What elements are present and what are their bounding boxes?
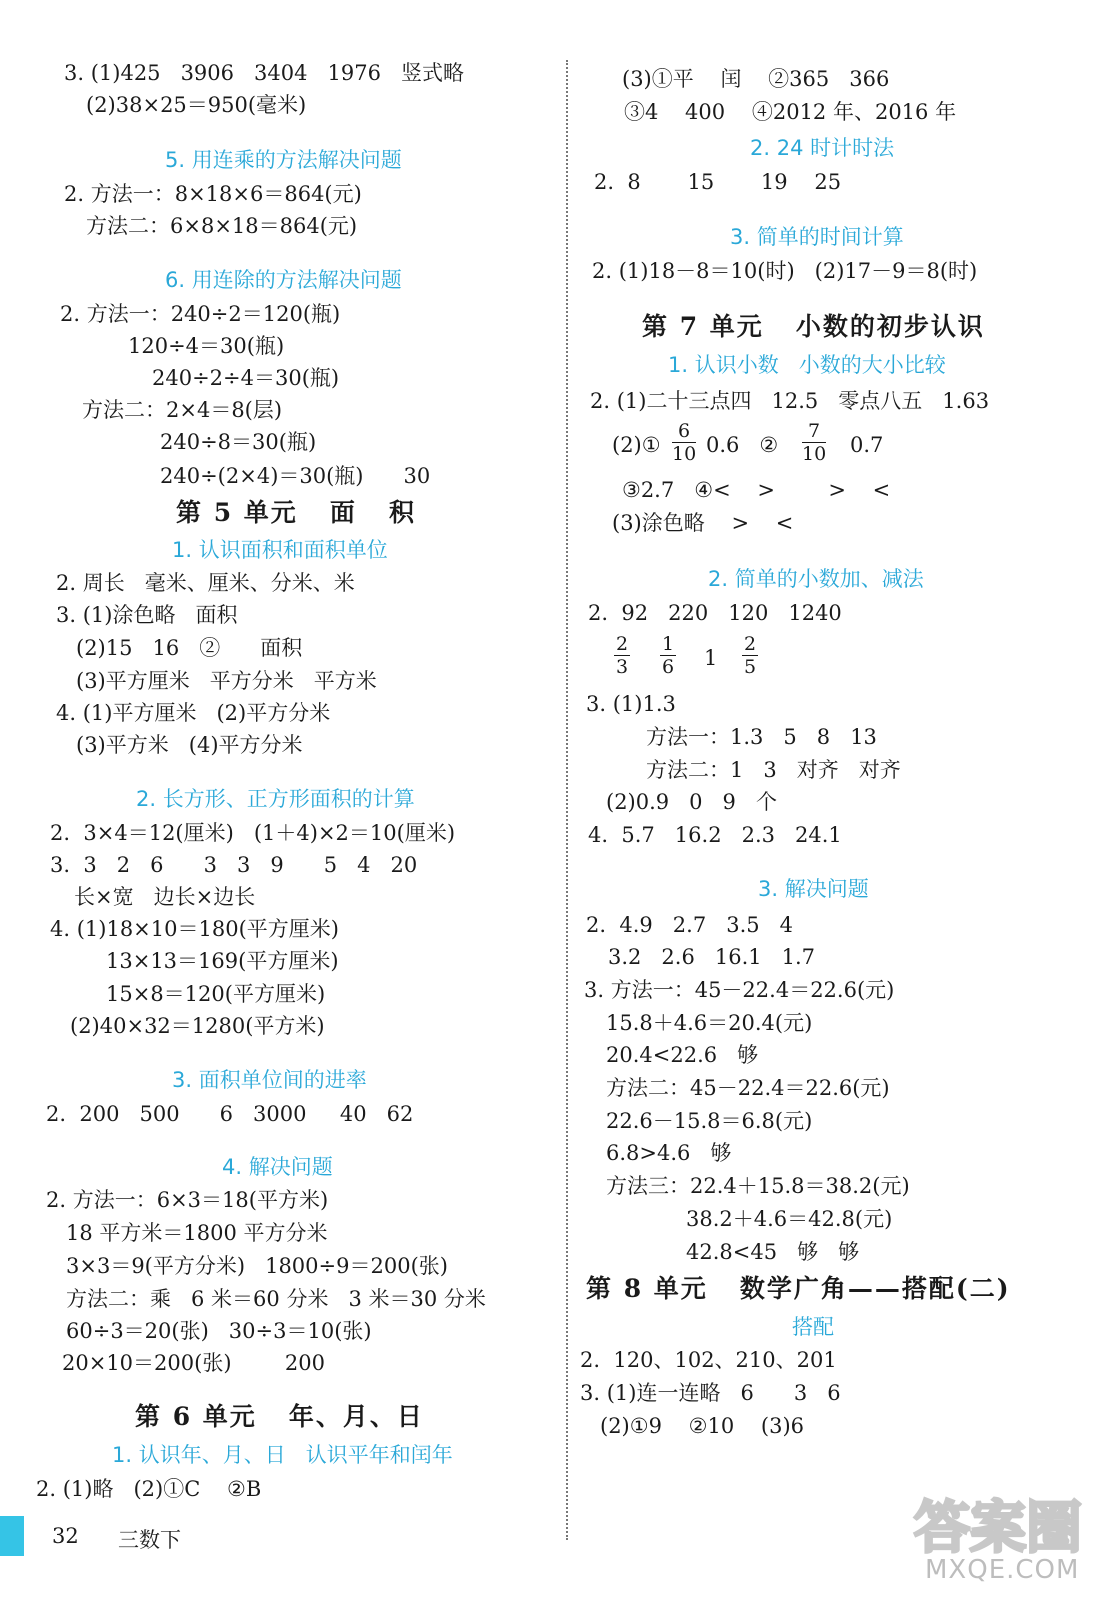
answer-line: (2)15 16 ② 面积: [76, 636, 303, 660]
answer-line: 2. (1)18－8＝10(时) (2)17－9＝8(时): [592, 259, 978, 283]
denominator: 10: [672, 443, 697, 465]
answer-line: 4. (1)平方厘米 (2)平方分米: [56, 701, 331, 725]
page-edge-tab: [0, 1516, 24, 1556]
answer-line: 方法一：1.3 5 8 13: [646, 725, 877, 749]
watermark-chars: 答案圈: [914, 1496, 1082, 1561]
answer-line: 2. (1)二十三点四 12.5 零点八五 1.63: [590, 389, 990, 413]
answer-line: (3)涂色略 > <: [612, 511, 794, 535]
numerator: 7: [808, 420, 821, 442]
watermark-domain: MXQE.COM: [925, 1555, 1080, 1585]
section-heading: 3. 面积单位间的进率: [172, 1068, 367, 1092]
answer-line: 6.8>4.6 够: [606, 1141, 732, 1165]
unit-heading: 第 7 单元 小数的初步认识: [642, 312, 985, 341]
section-heading: 2. 简单的小数加、减法: [708, 567, 924, 591]
denominator: 5: [743, 656, 757, 678]
answer-line: 3×3＝9(平方分米) 1800÷9＝200(张): [66, 1254, 448, 1278]
answer-line: (2)①: [612, 433, 661, 457]
section-heading: 2. 24 时计时法: [750, 136, 895, 160]
answer-line: 2. 方法一：8×18×6＝864(元): [64, 182, 362, 206]
answer-line: 240÷8＝30(瓶): [160, 430, 317, 454]
answer-line: 2. 92 220 120 1240: [588, 601, 842, 625]
answer-line: 0.6 ②: [706, 433, 779, 457]
fraction: [660, 633, 676, 678]
section-heading: 5. 用连乘的方法解决问题: [165, 148, 402, 172]
section-heading: 1. 认识小数 小数的大小比较: [668, 353, 946, 377]
column-divider: [566, 60, 568, 1540]
answer-line: 15×8＝120(平方厘米): [106, 982, 326, 1006]
answer-line: 2. (1)略 (2)①C ②B: [36, 1477, 262, 1501]
answer-line: 3. 3 2 6 3 3 9 5 4 20: [50, 853, 418, 877]
section-heading: 6. 用连除的方法解决问题: [165, 268, 402, 292]
denominator: 6: [661, 656, 675, 678]
answer-line: 18 平方米＝1800 平方分米: [66, 1221, 328, 1245]
answer-line: 3. (1)425 3906 3404 1976 竖式略: [64, 61, 464, 85]
answer-line: 240÷(2×4)＝30(瓶) 30: [160, 464, 431, 488]
answer-line: 3. 方法一：45－22.4＝22.6(元): [584, 978, 895, 1002]
answer-line: 42.8<45 够 够: [686, 1240, 860, 1264]
right-column: [570, 0, 1115, 1600]
answer-line: 60÷3＝20(张) 30÷3＝10(张): [66, 1319, 372, 1343]
answer-line: 0.7: [850, 433, 884, 457]
answer-line: 方法三：22.4＋15.8＝38.2(元): [606, 1174, 910, 1198]
answer-line: (2)0.9 0 9 个: [606, 790, 777, 814]
answer-line: 3.2 2.6 16.1 1.7: [608, 945, 816, 969]
denominator: 10: [802, 443, 827, 465]
page-number: 32: [52, 1524, 79, 1548]
answer-line: 方法二：6×8×18＝864(元): [86, 214, 358, 238]
answer-line: 15.8＋4.6＝20.4(元): [606, 1011, 813, 1035]
answer-line: 2. 120、102、210、201: [580, 1348, 837, 1372]
answer-line: ③4 400 ④2012 年、2016 年: [624, 100, 957, 124]
answer-line: 240÷2÷4＝30(瓶): [152, 366, 340, 390]
answer-line: 2. 200 500 6 3000 40 62: [46, 1102, 414, 1126]
numerator: 2: [615, 633, 629, 655]
answer-line: 长×宽 边长×边长: [74, 885, 256, 909]
answer-line: 3. (1)涂色略 面积: [56, 603, 238, 627]
answer-line: 13×13＝169(平方厘米): [106, 949, 339, 973]
unit-heading: 第 8 单元 数学广角——搭配(二): [586, 1274, 1011, 1303]
answer-line: 方法二：45－22.4＝22.6(元): [606, 1076, 890, 1100]
answer-line: 4. (1)18×10＝180(平方厘米): [50, 917, 339, 941]
fraction: [614, 633, 630, 678]
section-heading: 1. 认识面积和面积单位: [172, 538, 388, 562]
answer-line: (3)①平 闰 ②365 366: [622, 67, 890, 91]
answer-line: 方法二：乘 6 米＝60 分米 3 米＝30 分米: [66, 1287, 486, 1311]
fraction: [672, 420, 696, 465]
answer-line: 2. 周长 毫米、厘米、分米、米: [56, 571, 355, 595]
answer-line: 22.6－15.8＝6.8(元): [606, 1109, 813, 1133]
section-heading: 2. 长方形、正方形面积的计算: [136, 787, 415, 811]
book-title: 三数下: [118, 1528, 181, 1552]
answer-line: ③2.7 ④< > > <: [622, 478, 891, 502]
answer-line: 20.4<22.6 够: [606, 1043, 759, 1067]
section-heading: 3. 解决问题: [758, 877, 869, 901]
section-heading: 4. 解决问题: [222, 1155, 333, 1179]
answer-line: 2. 3×4＝12(厘米) (1＋4)×2＝10(厘米): [50, 821, 456, 845]
section-heading: 1. 认识年、月、日 认识平年和闰年: [112, 1443, 453, 1467]
answer-line: 2. 4.9 2.7 3.5 4: [586, 913, 794, 937]
fraction: [742, 633, 758, 678]
answer-line: (3)平方厘米 平方分米 平方米: [76, 669, 377, 693]
numerator: 1: [661, 633, 675, 655]
section-heading: 搭配: [792, 1315, 834, 1339]
answer-line: (2)①9 ②10 (3)6: [600, 1414, 804, 1438]
denominator: 3: [615, 656, 629, 678]
answer-line: (2)40×32＝1280(平方米): [70, 1014, 325, 1038]
answer-line: (2)38×25＝950(毫米): [86, 93, 307, 117]
numerator: 6: [678, 420, 691, 442]
answer-line: 方法二：2×4＝8(层): [82, 398, 283, 422]
answer-line: (3)平方米 (4)平方分米: [76, 733, 303, 757]
fraction: [802, 420, 826, 465]
unit-heading: 第 6 单元 年、月、日: [135, 1402, 424, 1431]
answer-line: 3. (1)1.3: [586, 692, 676, 716]
answer-line: 38.2＋4.6＝42.8(元): [686, 1207, 893, 1231]
answer-line: 20×10＝200(张) 200: [62, 1351, 325, 1375]
answer-line: 4. 5.7 16.2 2.3 24.1: [588, 823, 842, 847]
answer-line: 3. (1)连一连略 6 3 6: [580, 1381, 841, 1405]
section-heading: 3. 简单的时间计算: [730, 225, 904, 249]
answer-line: 2. 方法一：6×3＝18(平方米): [46, 1188, 329, 1212]
answer-line: 1: [704, 646, 718, 670]
numerator: 2: [743, 633, 757, 655]
answer-line: 方法二：1 3 对齐 对齐: [646, 758, 901, 782]
unit-heading: 第 5 单元 面 积: [176, 498, 417, 527]
answer-line: 2. 方法一：240÷2＝120(瓶): [60, 302, 341, 326]
answer-line: 120÷4＝30(瓶): [128, 334, 285, 358]
answer-line: 2. 8 15 19 25: [594, 170, 842, 194]
